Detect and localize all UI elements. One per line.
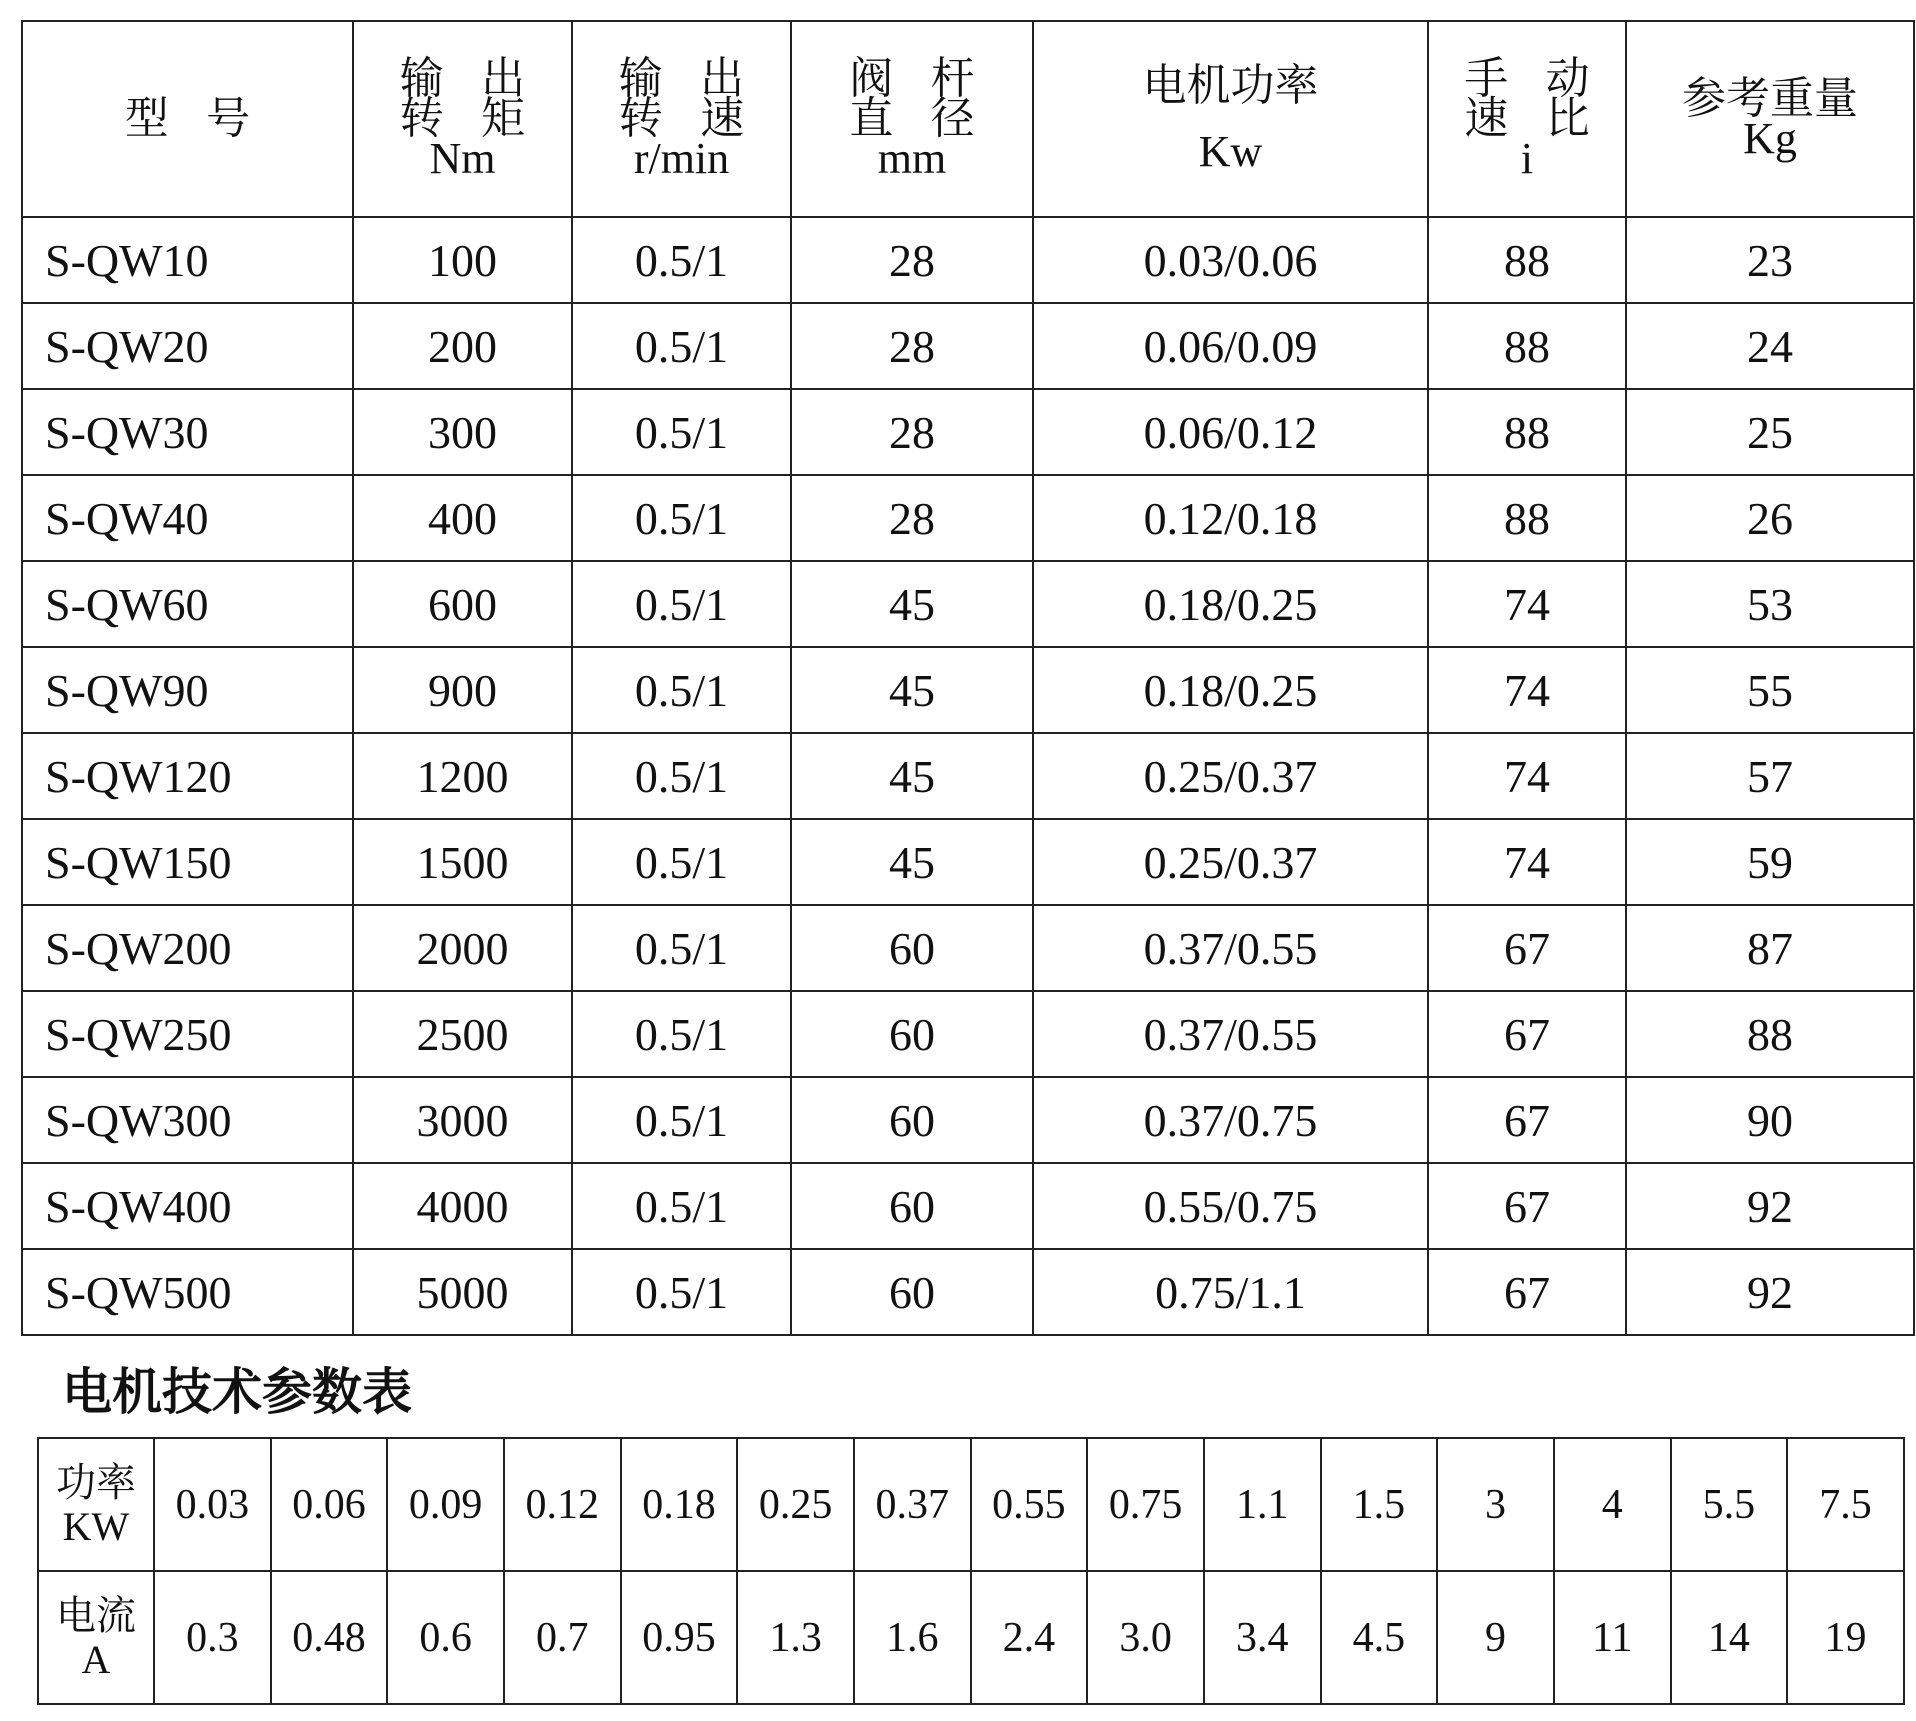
- table-cell: 200: [353, 303, 572, 389]
- model-cell: S-QW400: [22, 1163, 353, 1249]
- table-cell: 0.5/1: [572, 303, 791, 389]
- table-cell: 67: [1428, 1077, 1626, 1163]
- power-value-cell: 4: [1554, 1438, 1671, 1571]
- table-cell: 74: [1428, 733, 1626, 819]
- header-line: 参考重量: [1682, 74, 1858, 123]
- power-value-cell: 0.75: [1087, 1438, 1204, 1571]
- table-cell: 45: [791, 733, 1033, 819]
- motor-power-row: [38, 1438, 1904, 1571]
- model-cell: S-QW120: [22, 733, 353, 819]
- table-cell: 2000: [353, 905, 572, 991]
- table-cell: 23: [1626, 217, 1914, 303]
- power-value-cell: 0.06: [271, 1438, 388, 1571]
- table-cell: 3000: [353, 1077, 572, 1163]
- power-value-cell: 0.25: [737, 1438, 854, 1571]
- table-cell: 59: [1626, 819, 1914, 905]
- current-value-cell: 1.3: [737, 1571, 854, 1704]
- table-row: [22, 389, 1914, 475]
- table-cell: 0.18/0.25: [1033, 647, 1428, 733]
- table-cell: 45: [791, 561, 1033, 647]
- header-output-torque: [353, 21, 572, 217]
- table-cell: 45: [791, 819, 1033, 905]
- model-cell: S-QW60: [22, 561, 353, 647]
- table-cell: 900: [353, 647, 572, 733]
- table-cell: 0.5/1: [572, 217, 791, 303]
- table-row: [22, 1249, 1914, 1335]
- table-row: [22, 1163, 1914, 1249]
- table-cell: 0.12/0.18: [1033, 475, 1428, 561]
- table-cell: 53: [1626, 561, 1914, 647]
- header-line: 输 出: [399, 54, 539, 103]
- header-stem-diameter: [791, 21, 1033, 217]
- header-line: 转 速: [618, 94, 758, 143]
- table-row: [22, 819, 1914, 905]
- table-cell: 60: [791, 1077, 1033, 1163]
- table-cell: 1200: [353, 733, 572, 819]
- table-cell: 24: [1626, 303, 1914, 389]
- table-cell: 0.5/1: [572, 389, 791, 475]
- current-value-cell: 4.5: [1321, 1571, 1438, 1704]
- motor-table-title: 电机技术参数表: [62, 1363, 412, 1421]
- table-cell: 0.5/1: [572, 991, 791, 1077]
- table-cell: 74: [1428, 561, 1626, 647]
- header-line: 电机功率: [1142, 61, 1319, 110]
- table-cell: 60: [791, 1163, 1033, 1249]
- current-value-cell: 0.6: [387, 1571, 504, 1704]
- table-cell: 0.03/0.06: [1033, 217, 1428, 303]
- header-line: 速 比: [1464, 94, 1603, 143]
- current-value-cell: 14: [1671, 1571, 1788, 1704]
- table-cell: 88: [1428, 217, 1626, 303]
- actuator-spec-table: [21, 20, 1915, 1336]
- table-cell: 0.5/1: [572, 819, 791, 905]
- table-cell: 0.5/1: [572, 733, 791, 819]
- table-cell: 67: [1428, 905, 1626, 991]
- table-cell: 57: [1626, 733, 1914, 819]
- table-cell: 88: [1428, 389, 1626, 475]
- header-line: 手 动: [1464, 54, 1603, 103]
- power-value-cell: 1.5: [1321, 1438, 1438, 1571]
- table-cell: 60: [791, 991, 1033, 1077]
- spec-header-row: [22, 21, 1914, 217]
- table-cell: 88: [1428, 303, 1626, 389]
- header-unit: i: [1520, 134, 1534, 183]
- current-value-cell: 3.4: [1204, 1571, 1321, 1704]
- spec-table-body: [22, 217, 1914, 1335]
- table-cell: 67: [1428, 1249, 1626, 1335]
- table-row: [22, 303, 1914, 389]
- current-value-cell: 2.4: [971, 1571, 1088, 1704]
- table-cell: 0.18/0.25: [1033, 561, 1428, 647]
- header-line: 输 出: [618, 54, 758, 103]
- table-cell: 0.5/1: [572, 475, 791, 561]
- table-cell: 60: [791, 1249, 1033, 1335]
- header-unit: Kg: [1743, 114, 1797, 163]
- power-value-cell: 0.12: [504, 1438, 621, 1571]
- model-cell: S-QW500: [22, 1249, 353, 1335]
- power-value-cell: 7.5: [1787, 1438, 1904, 1571]
- table-cell: 26: [1626, 475, 1914, 561]
- current-value-cell: 19: [1787, 1571, 1904, 1704]
- header-ref-weight: [1626, 21, 1914, 217]
- power-row-unit: KW: [62, 1503, 130, 1549]
- power-row-header: [38, 1438, 154, 1571]
- current-row-label: 电流: [56, 1592, 136, 1638]
- current-row-unit: A: [81, 1636, 111, 1682]
- header-line: 转 矩: [399, 94, 539, 143]
- table-row: [22, 217, 1914, 303]
- table-cell: 88: [1428, 475, 1626, 561]
- table-cell: 0.06/0.09: [1033, 303, 1428, 389]
- motor-parameter-table: [37, 1437, 1905, 1705]
- model-cell: S-QW200: [22, 905, 353, 991]
- current-value-cell: 9: [1437, 1571, 1554, 1704]
- table-cell: 28: [791, 389, 1033, 475]
- header-unit: Kw: [1198, 127, 1263, 176]
- current-value-cell: 1.6: [854, 1571, 971, 1704]
- model-cell: S-QW20: [22, 303, 353, 389]
- table-cell: 0.37/0.55: [1033, 991, 1428, 1077]
- table-cell: 67: [1428, 991, 1626, 1077]
- table-row: [22, 475, 1914, 561]
- table-cell: 0.5/1: [572, 1077, 791, 1163]
- table-cell: 0.37/0.75: [1033, 1077, 1428, 1163]
- current-value-cell: 0.3: [154, 1571, 271, 1704]
- model-cell: S-QW40: [22, 475, 353, 561]
- table-row: [22, 647, 1914, 733]
- table-cell: 92: [1626, 1163, 1914, 1249]
- header-line: 阀 杆: [849, 54, 988, 103]
- table-cell: 0.5/1: [572, 905, 791, 991]
- table-cell: 60: [791, 905, 1033, 991]
- table-cell: 25: [1626, 389, 1914, 475]
- header-motor-power: [1033, 21, 1428, 217]
- table-cell: 0.25/0.37: [1033, 819, 1428, 905]
- power-value-cell: 0.37: [854, 1438, 971, 1571]
- current-value-cell: 0.48: [271, 1571, 388, 1704]
- model-cell: S-QW30: [22, 389, 353, 475]
- power-value-cell: 5.5: [1671, 1438, 1788, 1571]
- table-row: [22, 905, 1914, 991]
- current-value-cell: 0.7: [504, 1571, 621, 1704]
- table-row: [22, 1077, 1914, 1163]
- table-cell: 5000: [353, 1249, 572, 1335]
- table-cell: 1500: [353, 819, 572, 905]
- model-cell: S-QW250: [22, 991, 353, 1077]
- table-cell: 0.75/1.1: [1033, 1249, 1428, 1335]
- table-cell: 0.5/1: [572, 647, 791, 733]
- table-cell: 87: [1626, 905, 1914, 991]
- current-row-header: [38, 1571, 154, 1704]
- table-cell: 4000: [353, 1163, 572, 1249]
- power-value-cell: 0.55: [971, 1438, 1088, 1571]
- table-cell: 2500: [353, 991, 572, 1077]
- model-cell: S-QW300: [22, 1077, 353, 1163]
- table-cell: 74: [1428, 819, 1626, 905]
- power-value-cell: 3: [1437, 1438, 1554, 1571]
- table-cell: 100: [353, 217, 572, 303]
- model-cell: S-QW150: [22, 819, 353, 905]
- table-cell: 90: [1626, 1077, 1914, 1163]
- table-cell: 74: [1428, 647, 1626, 733]
- table-cell: 0.5/1: [572, 561, 791, 647]
- table-cell: 88: [1626, 991, 1914, 1077]
- motor-current-row: [38, 1571, 1904, 1704]
- table-cell: 28: [791, 475, 1033, 561]
- power-row-label: 功率: [56, 1459, 136, 1505]
- current-value-cell: 0.95: [621, 1571, 738, 1704]
- table-row: [22, 991, 1914, 1077]
- table-cell: 0.37/0.55: [1033, 905, 1428, 991]
- table-row: [22, 733, 1914, 819]
- power-value-cell: 0.09: [387, 1438, 504, 1571]
- table-cell: 45: [791, 647, 1033, 733]
- table-cell: 92: [1626, 1249, 1914, 1335]
- table-cell: 300: [353, 389, 572, 475]
- header-unit: Nm: [429, 134, 496, 183]
- table-row: [22, 561, 1914, 647]
- table-cell: 0.5/1: [572, 1249, 791, 1335]
- table-cell: 28: [791, 217, 1033, 303]
- current-value-cell: 3.0: [1087, 1571, 1204, 1704]
- power-value-cell: 0.03: [154, 1438, 271, 1571]
- model-cell: S-QW90: [22, 647, 353, 733]
- table-cell: 0.55/0.75: [1033, 1163, 1428, 1249]
- header-unit: mm: [877, 134, 947, 183]
- header-unit: r/min: [633, 134, 730, 183]
- table-cell: 0.5/1: [572, 1163, 791, 1249]
- header-output-speed: [572, 21, 791, 217]
- power-value-cell: 1.1: [1204, 1438, 1321, 1571]
- table-cell: 0.06/0.12: [1033, 389, 1428, 475]
- model-cell: S-QW10: [22, 217, 353, 303]
- header-manual-ratio: [1428, 21, 1626, 217]
- table-cell: 67: [1428, 1163, 1626, 1249]
- current-value-cell: 11: [1554, 1571, 1671, 1704]
- table-cell: 55: [1626, 647, 1914, 733]
- power-value-cell: 0.18: [621, 1438, 738, 1571]
- table-cell: 600: [353, 561, 572, 647]
- header-model: [22, 21, 353, 217]
- table-cell: 28: [791, 303, 1033, 389]
- header-model-label: 型 号: [124, 94, 264, 143]
- table-cell: 400: [353, 475, 572, 561]
- table-cell: 0.25/0.37: [1033, 733, 1428, 819]
- header-line: 直 径: [849, 94, 988, 143]
